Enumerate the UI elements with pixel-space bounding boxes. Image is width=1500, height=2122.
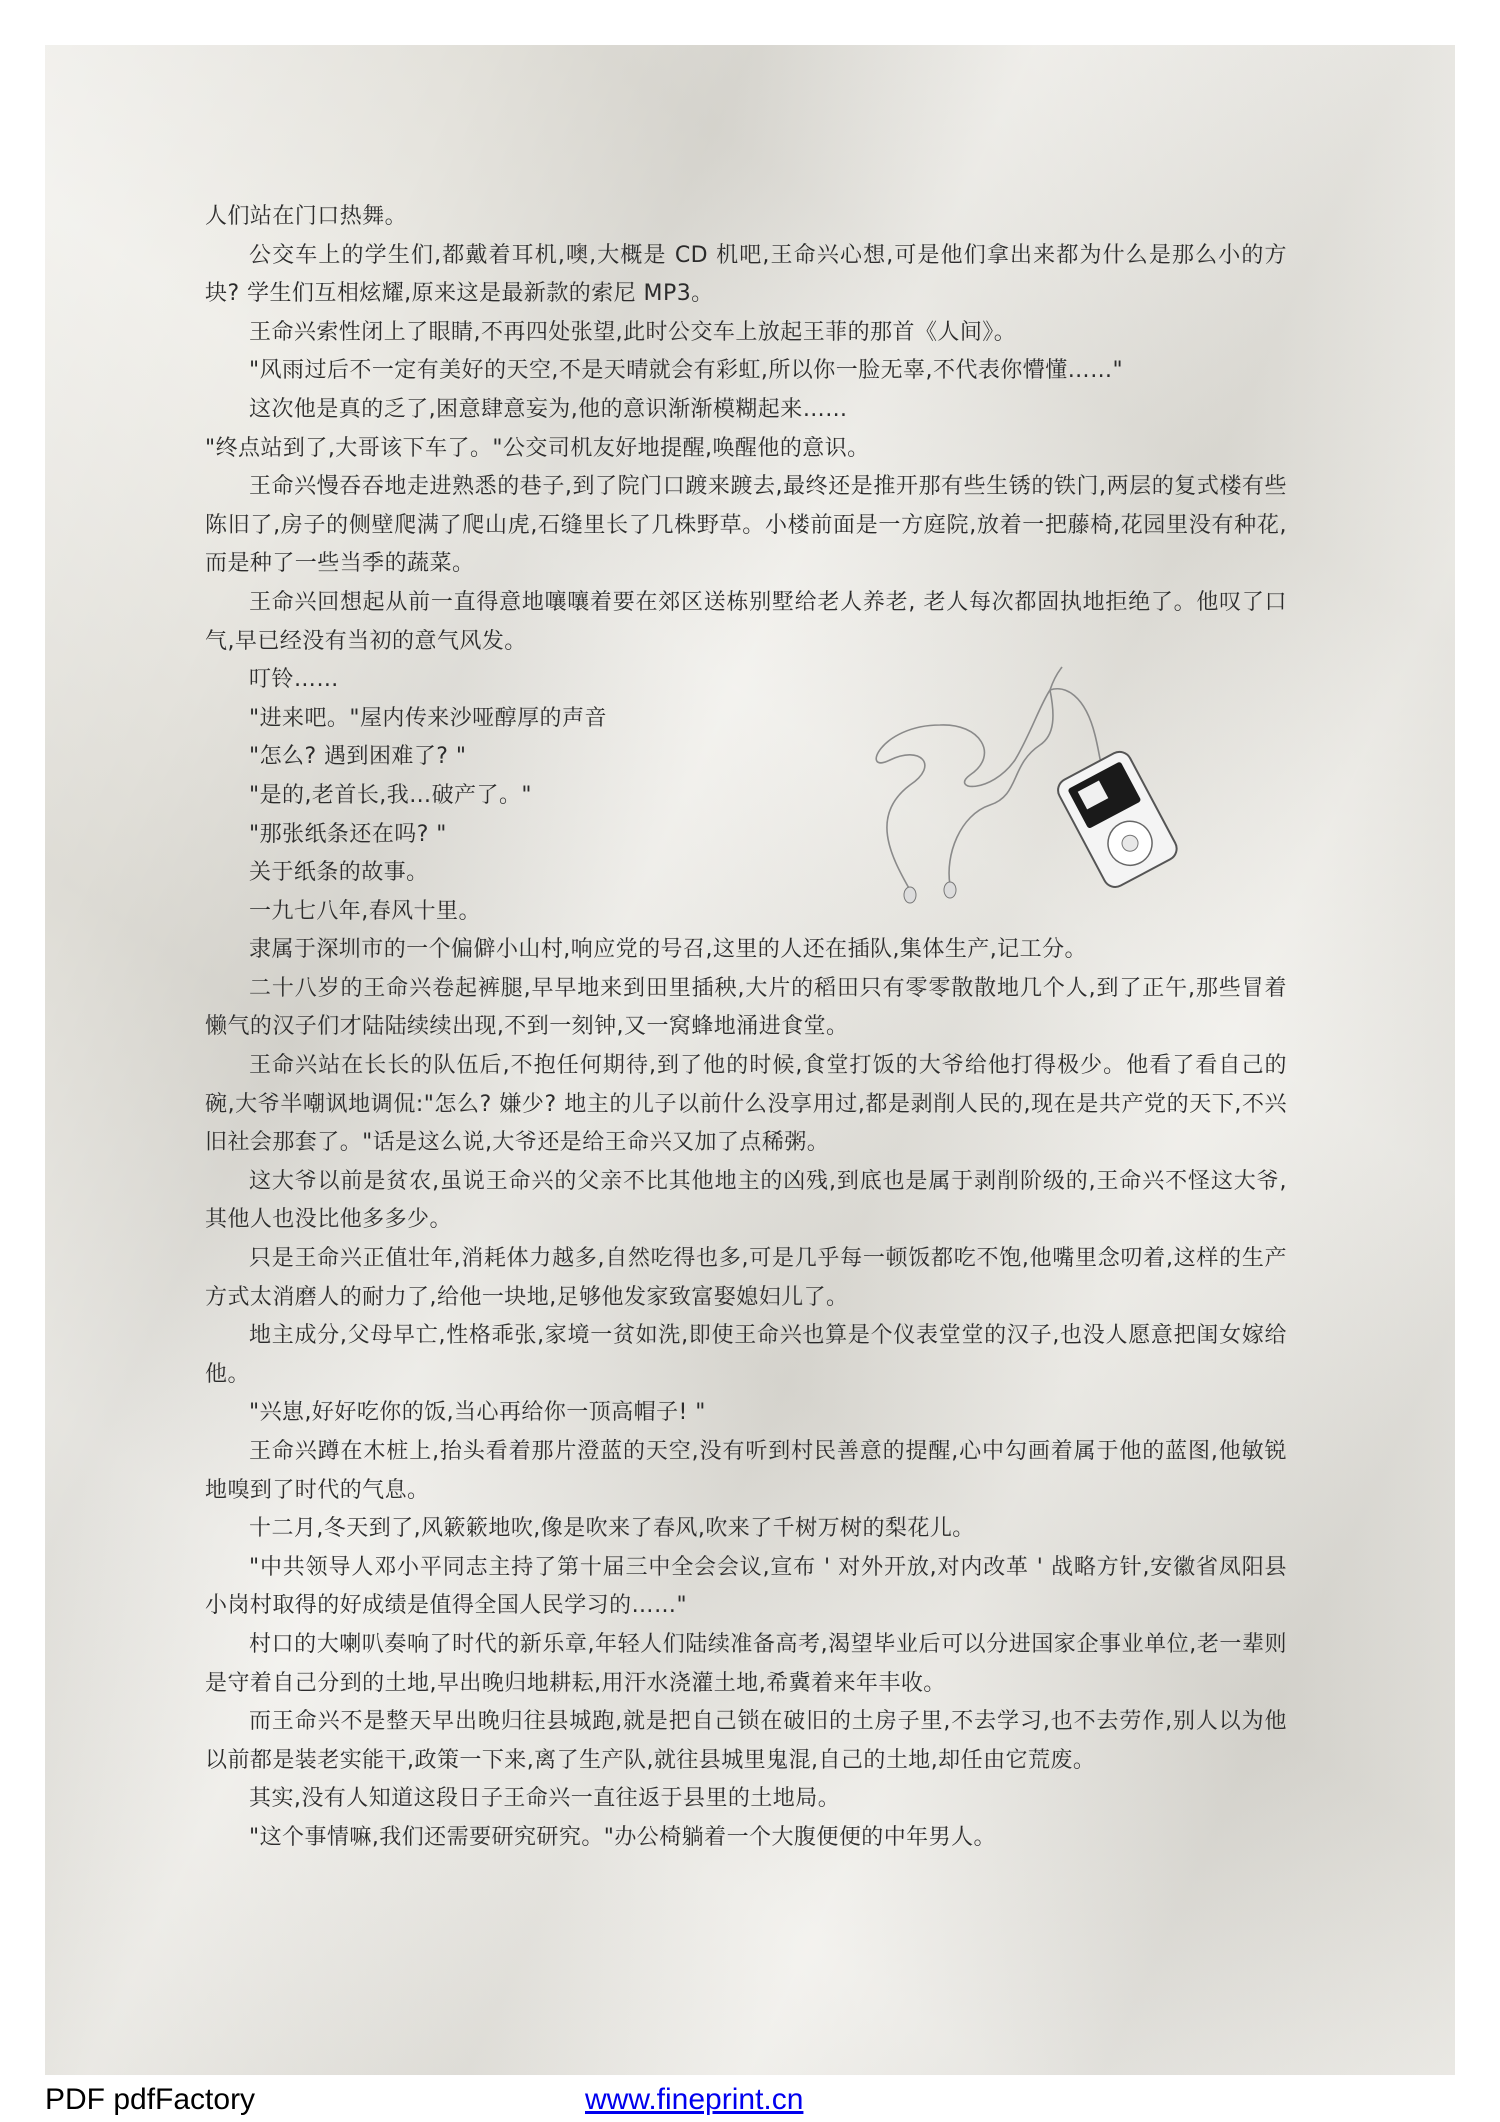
mp3-player-illustration [850, 665, 1180, 910]
paragraph: 十二月,冬天到了,风簌簌地吹,像是吹来了春风,吹来了千树万树的梨花儿。 [249, 1516, 975, 1542]
story-text [205, 198, 1287, 1858]
paragraph: 隶属于深圳市的一个偏僻小山村,响应党的号召,这里的人还在插队,集体生产,记工分。 [249, 937, 1087, 963]
paragraph: 王命兴慢吞吞地走进熟悉的巷子,到了院门口踱来踱去,最终还是推开那有些生锈的铁门,两层的复式楼有些陈旧了,房子的侧壁爬满了爬山虎,石缝里长了几株野草。小楼前面是一方庭院,放着一把藤椅,花园里没有种花,而是种了一些当季的蔬菜。 [205, 474, 1287, 577]
pdf-footer [0, 2080, 1500, 2122]
paragraph: 关于纸条的故事。 [249, 860, 429, 886]
paragraph: 地主成分,父母早亡,性格乖张,家境一贫如洗,即使王命兴也算是个仪表堂堂的汉子,也没人愿意把闺女嫁给他。 [205, 1323, 1287, 1387]
paragraph: "风雨过后不一定有美好的天空,不是天晴就会有彩虹,所以你一脸无辜,不代表你懵懂……" [249, 358, 1124, 384]
pdffactory-label: PDF pdfFactory [45, 2083, 256, 2116]
paragraph: 二十八岁的王命兴卷起裤腿,早早地来到田里插秧,大片的稻田只有零零散散地几个人,到了正午,那些冒着懒气的汉子们才陆陆续续出现,不到一刻钟,又一窝蜂地涌进食堂。 [205, 975, 1287, 1040]
mp3-player-device [1054, 748, 1180, 892]
paragraph: 其实,没有人知道这段日子王命兴一直往返于县里的土地局。 [249, 1786, 841, 1812]
paragraph: 一九七八年,春风十里。 [249, 898, 481, 924]
paragraph: "那张纸条还在吗? " [249, 821, 447, 847]
paragraph: 只是王命兴正值壮年,消耗体力越多,自然吃得也多,可是几乎每一顿饭都吃不饱,他嘴里念叨着,这样的生产方式太消磨人的耐力了,给他一块地,足够他发家致富娶媳妇儿了。 [205, 1246, 1287, 1310]
fineprint-link[interactable]: www.fineprint.cn [585, 2083, 804, 2116]
paragraph: 人们站在门口热舞。 [205, 204, 408, 229]
paragraph: 而王命兴不是整天早出晚归往县城跑,就是把自己锁在破旧的土房子里,不去学习,也不去劳作,别人以为他以前都是装老实能干,政策一下来,离了生产队,就往县城里鬼混,自己的土地,却任由它荒废。 [205, 1709, 1287, 1773]
paragraph: 王命兴回想起从前一直得意地嚷嚷着要在郊区送栋别墅给老人养老, 老人每次都固执地拒绝了。他叹了口气,早已经没有当初的意气风发。 [205, 589, 1287, 654]
paragraph: "这个事情嘛,我们还需要研究研究。"办公椅躺着一个大腹便便的中年男人。 [249, 1824, 996, 1850]
paragraph: 这大爷以前是贫农,虽说王命兴的父亲不比其他地主的凶残,到底也是属于剥削阶级的,王命兴不怪这大爷,其他人也没比他多多少。 [205, 1168, 1287, 1233]
paragraph: 王命兴索性闭上了眼睛,不再四处张望,此时公交车上放起王菲的那首《人间》。 [249, 319, 1017, 345]
paragraph: "进来吧。"屋内传来沙哑醇厚的声音 [249, 705, 607, 731]
paragraph: 公交车上的学生们,都戴着耳机,噢,大概是 CD 机吧,王命兴心想,可是他们拿出来都为什么是那么小的方块? 学生们互相炫耀,原来这是最新款的索尼 MP3。 [205, 242, 1287, 307]
earbud-icons [904, 882, 956, 903]
paragraph: 王命兴蹲在木桩上,抬头看着那片澄蓝的天空,没有听到村民善意的提醒,心中勾画着属于他的蓝图,他敏锐地嗅到了时代的气息。 [205, 1439, 1287, 1503]
paragraph: "终点站到了,大哥该下车了。"公交司机友好地提醒,唤醒他的意识。 [205, 435, 870, 461]
paragraph: "怎么? 遇到困难了? " [249, 744, 467, 770]
paragraph: "中共领导人邓小平同志主持了第十届三中全会会议,宣布 ' 对外开放,对内改革 ' 战略方针,安徽省凤阳县小岗村取得的好成绩是值得全国人民学习的……" [205, 1554, 1287, 1619]
paragraph: 这次他是真的乏了,困意肆意妄为,他的意识渐渐模糊起来…… [249, 396, 848, 422]
paragraph: "是的,老首长,我…破产了。" [249, 782, 532, 808]
paragraph: 王命兴站在长长的队伍后,不抱任何期待,到了他的时候,食堂打饭的大爷给他打得极少。他看了看自己的碗,大爷半嘲讽地调侃:"怎么? 嫌少? 地主的儿子以前什么没享用过,都是剥削人民的,现在是共产党的天下,不兴旧社会那套了。"话是这么说,大爷还是给王命兴又加了点稀粥。 [205, 1053, 1287, 1156]
paragraph: 叮铃…… [249, 667, 339, 693]
paragraph: "兴崽,好好吃你的饭,当心再给你一顶高帽子! " [249, 1400, 706, 1426]
paragraph: 村口的大喇叭奏响了时代的新乐章,年轻人们陆续准备高考,渴望毕业后可以分进国家企事业单位,老一辈则是守着自己分到的土地,早出晚归地耕耘,用汗水浇灌土地,希冀着来年丰收。 [205, 1631, 1287, 1696]
